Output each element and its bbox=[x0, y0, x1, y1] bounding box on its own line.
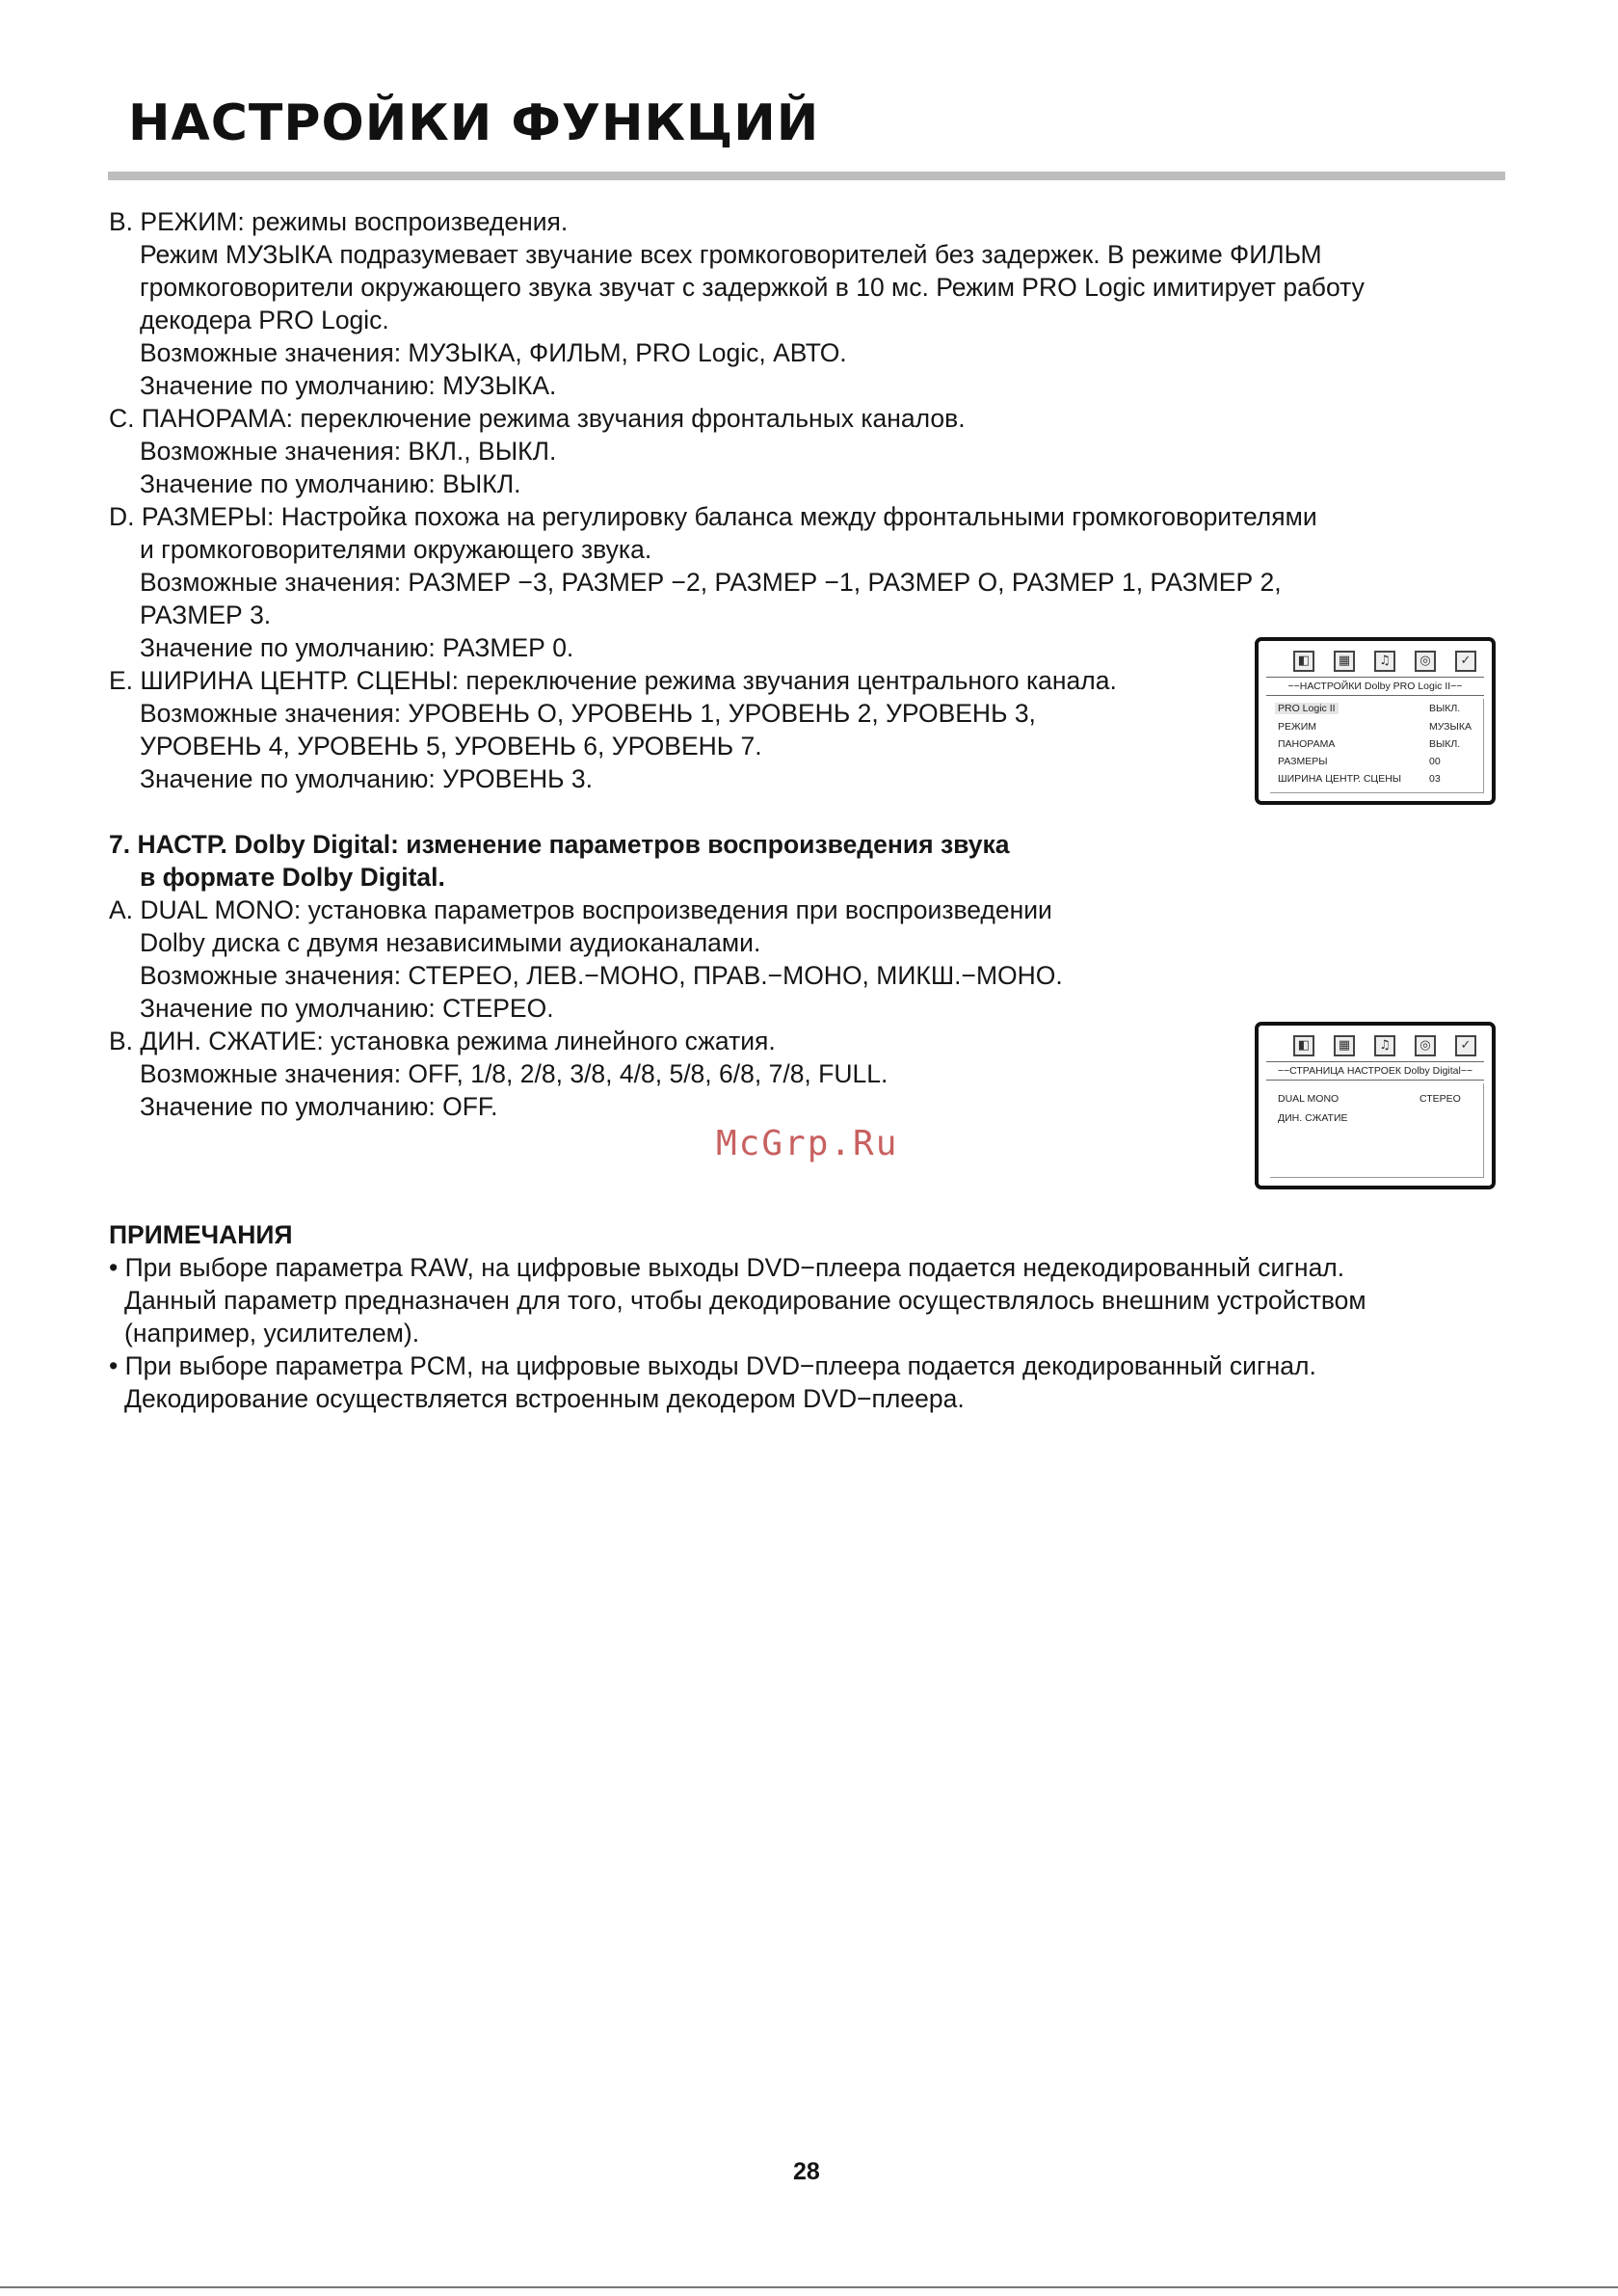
divider bbox=[1266, 677, 1484, 678]
audio-icon: ▦ bbox=[1334, 651, 1355, 672]
note-item: • При выборе параметра RAW, на цифровые выходы DVD−плеера подается недекодированный сигнал. bbox=[109, 1253, 1345, 1282]
note-item-cont: (например, усилителем). bbox=[124, 1319, 420, 1348]
screen-header: −−НАСТРОЙКИ Dolby PRO Logic II−− bbox=[1287, 681, 1463, 692]
size-heading: D. РАЗМЕРЫ: Настройка похожа на регулировку баланса между фронтальными громкоговорителями bbox=[109, 502, 1317, 531]
mode-text-line: декодера PRO Logic. bbox=[140, 306, 389, 334]
panorama-values: Возможные значения: ВКЛ., ВЫКЛ. bbox=[140, 437, 557, 466]
disc-icon: ◎ bbox=[1415, 1035, 1436, 1056]
panorama-heading: C. ПАНОРАМА: переключение режима звучания фронтальных каналов. bbox=[109, 404, 966, 433]
audio-icon: ▦ bbox=[1334, 1035, 1355, 1056]
section7-heading-cont: в формате Dolby Digital. bbox=[140, 863, 445, 892]
divider bbox=[1266, 1080, 1484, 1081]
speaker-icon: ◧ bbox=[1293, 1035, 1314, 1056]
size-label[interactable]: РАЗМЕРЫ bbox=[1278, 756, 1328, 767]
video-icon: ♫ bbox=[1374, 1035, 1395, 1056]
section7-heading: 7. НАСТР. Dolby Digital: изменение параметров воспроизведения звука bbox=[109, 830, 1010, 859]
mode-default: Значение по умолчанию: МУЗЫКА. bbox=[140, 371, 557, 400]
compression-heading: B. ДИН. СЖАТИЕ: установка режима линейного сжатия. bbox=[109, 1027, 776, 1055]
size-default: Значение по умолчанию: РАЗМЕР 0. bbox=[140, 633, 574, 662]
mode-value: МУЗЫКА bbox=[1429, 721, 1472, 733]
panorama-default: Значение по умолчанию: ВЫКЛ. bbox=[140, 469, 521, 498]
note-item-cont: Декодирование осуществляется встроенным декодером DVD−плеера. bbox=[124, 1384, 965, 1413]
compression-values: Возможные значения: OFF, 1/8, 2/8, 3/8, 4/8, 5/8, 6/8, 7/8, FULL. bbox=[140, 1059, 889, 1088]
mode-heading: B. РЕЖИМ: режимы воспроизведения. bbox=[109, 207, 569, 236]
page-title: НАСТРОЙКИ ФУНКЦИЙ bbox=[128, 94, 820, 152]
divider bbox=[1266, 1061, 1484, 1062]
dual-mono-text: Dolby диска с двумя независимыми аудиоканалами. bbox=[140, 928, 761, 957]
center-width-default: Значение по умолчанию: УРОВЕНЬ 3. bbox=[140, 764, 593, 793]
mode-label[interactable]: РЕЖИМ bbox=[1278, 721, 1316, 733]
center-width-values-cont: УРОВЕНЬ 4, УРОВЕНЬ 5, УРОВЕНЬ 6, УРОВЕНЬ 7. bbox=[140, 732, 762, 761]
panorama-label[interactable]: ПАНОРАМА bbox=[1278, 738, 1336, 750]
prologic-settings-screen bbox=[1255, 637, 1496, 805]
dual-mono-heading: A. DUAL MONO: установка параметров воспроизведения при воспроизведении bbox=[109, 895, 1052, 924]
prologic-value: ВЫКЛ. bbox=[1429, 703, 1461, 714]
note-item: • При выборе параметра PCM, на цифровые выходы DVD−плеера подается декодированный сигнал. bbox=[109, 1351, 1316, 1380]
dual-mono-value: СТЕРЕО bbox=[1419, 1093, 1461, 1105]
size-value: 00 bbox=[1429, 756, 1441, 767]
prologic-label[interactable]: PRO Logic II bbox=[1275, 703, 1339, 714]
dual-mono-values: Возможные значения: СТЕРЕО, ЛЕВ.−МОНО, ПРАВ.−МОНО, МИКШ.−МОНО. bbox=[140, 961, 1063, 990]
disc-icon: ◎ bbox=[1415, 651, 1436, 672]
preferences-icon: ✓ bbox=[1455, 1035, 1476, 1056]
speaker-icon: ◧ bbox=[1293, 651, 1314, 672]
center-width-label[interactable]: ШИРИНА ЦЕНТР. СЦЕНЫ bbox=[1278, 773, 1402, 785]
notes-heading: ПРИМЕЧАНИЯ bbox=[109, 1220, 293, 1249]
page-number: 28 bbox=[793, 2158, 820, 2185]
screen-header: −−СТРАНИЦА НАСТРОЕК Dolby Digital−− bbox=[1277, 1065, 1473, 1077]
center-width-heading: E. ШИРИНА ЦЕНТР. СЦЕНЫ: переключение режима звучания центрального канала. bbox=[109, 666, 1117, 695]
video-icon: ♫ bbox=[1374, 651, 1395, 672]
settings-list bbox=[1270, 699, 1484, 793]
panorama-value: ВЫКЛ. bbox=[1429, 738, 1461, 750]
mode-text-line: Режим МУЗЫКА подразумевает звучание всех громкоговорителей без задержек. В режиме ФИЛЬМ bbox=[140, 240, 1322, 269]
title-underline bbox=[108, 172, 1505, 180]
preferences-icon: ✓ bbox=[1455, 651, 1476, 672]
settings-list bbox=[1270, 1083, 1484, 1178]
size-text-line: и громкоговорителями окружающего звука. bbox=[140, 535, 652, 564]
menu-icon-bar bbox=[1259, 1035, 1492, 1064]
page-bottom-edge bbox=[0, 2286, 1618, 2288]
mode-values: Возможные значения: МУЗЫКА, ФИЛЬМ, PRO Logic, АВТО. bbox=[140, 338, 847, 367]
menu-icon-bar bbox=[1259, 651, 1492, 680]
mode-text-line: громкоговорители окружающего звука звучат с задержкой в 10 мс. Режим PRO Logic имитирует работу bbox=[140, 273, 1365, 302]
size-values-cont: РАЗМЕР 3. bbox=[140, 601, 272, 629]
divider bbox=[1266, 695, 1484, 696]
dual-mono-label[interactable]: DUAL MONO bbox=[1278, 1093, 1339, 1105]
compression-label[interactable]: ДИН. СЖАТИЕ bbox=[1278, 1112, 1348, 1124]
watermark: McGrp.Ru bbox=[716, 1124, 899, 1163]
note-item-cont: Данный параметр предназначен для того, чтобы декодирование осуществлялось внешним устройством bbox=[124, 1286, 1366, 1315]
compression-default: Значение по умолчанию: OFF. bbox=[140, 1092, 498, 1121]
dual-mono-default: Значение по умолчанию: СТЕРЕО. bbox=[140, 994, 554, 1023]
center-width-value: 03 bbox=[1429, 773, 1441, 785]
size-values: Возможные значения: РАЗМЕР −3, РАЗМЕР −2, РАЗМЕР −1, РАЗМЕР О, РАЗМЕР 1, РАЗМЕР 2, bbox=[140, 568, 1282, 597]
center-width-values: Возможные значения: УРОВЕНЬ О, УРОВЕНЬ 1, УРОВЕНЬ 2, УРОВЕНЬ 3, bbox=[140, 699, 1036, 728]
dolby-digital-settings-screen bbox=[1255, 1022, 1496, 1189]
